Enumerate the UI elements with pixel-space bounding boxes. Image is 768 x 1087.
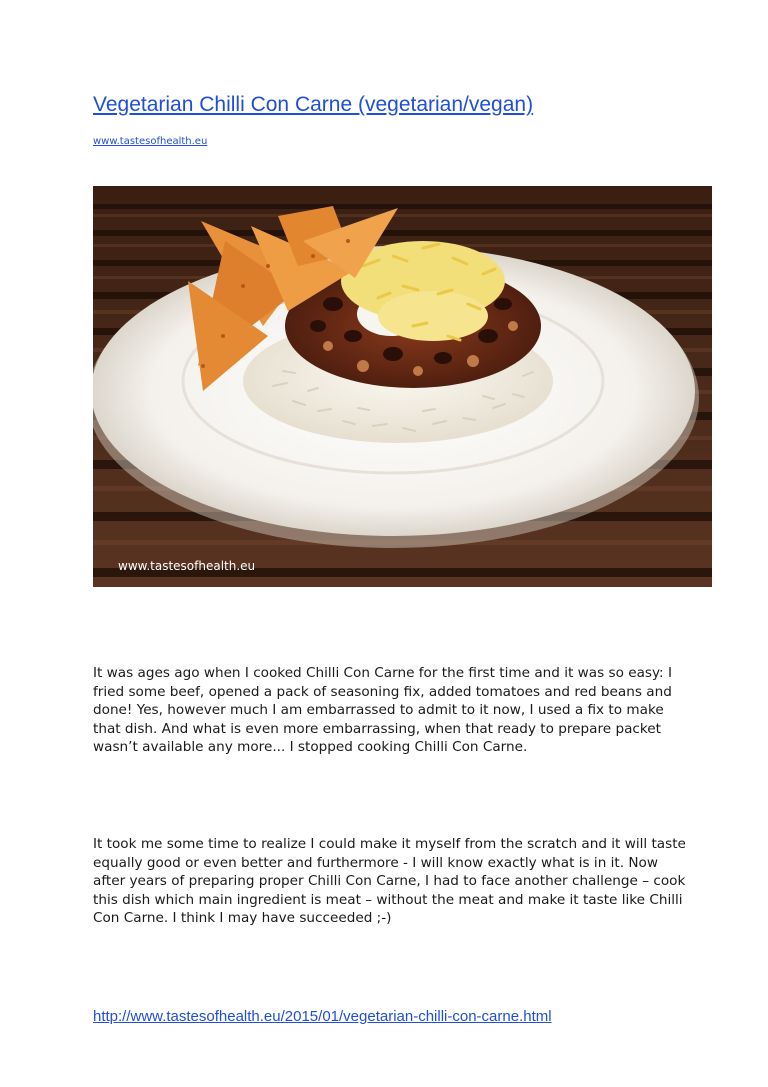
paragraph-challenge: It took me some time to realize I could make it myself from the scratch and it will taste equally good or even better and furthermore - I will know exactly what is in it. Now after years of preparing proper Chilli Con Carne, I had to face another challenge – cook this dish which main ingredient is meat – without the meat and make it taste like Chilli Con Carne. I think I may have succeeded ;-) <box>93 836 686 927</box>
document-title[interactable]: Vegetarian Chilli Con Carne (vegetarian/vegan) <box>93 93 534 116</box>
paragraph-intro: It was ages ago when I cooked Chilli Con Carne for the first time and it was so easy: I fried some beef, opened a pack of seasoning fix, added tomatoes and red beans and done! Yes, however much I am embarrassed to admit to it now, I used a fix to make that dish. And what is even more embarrassing, when that ready to prepare packet wasn’t available any more... I stopped cooking Chilli Con Carne. <box>93 665 672 756</box>
dish-photo <box>93 186 712 587</box>
source-link[interactable]: http://www.tastesofhealth.eu/2015/01/vegetarian-chilli-con-carne.html <box>93 1008 552 1025</box>
site-link[interactable]: www.tastesofhealth.eu <box>93 136 208 147</box>
photo-watermark: www.tastesofhealth.eu <box>118 559 256 573</box>
